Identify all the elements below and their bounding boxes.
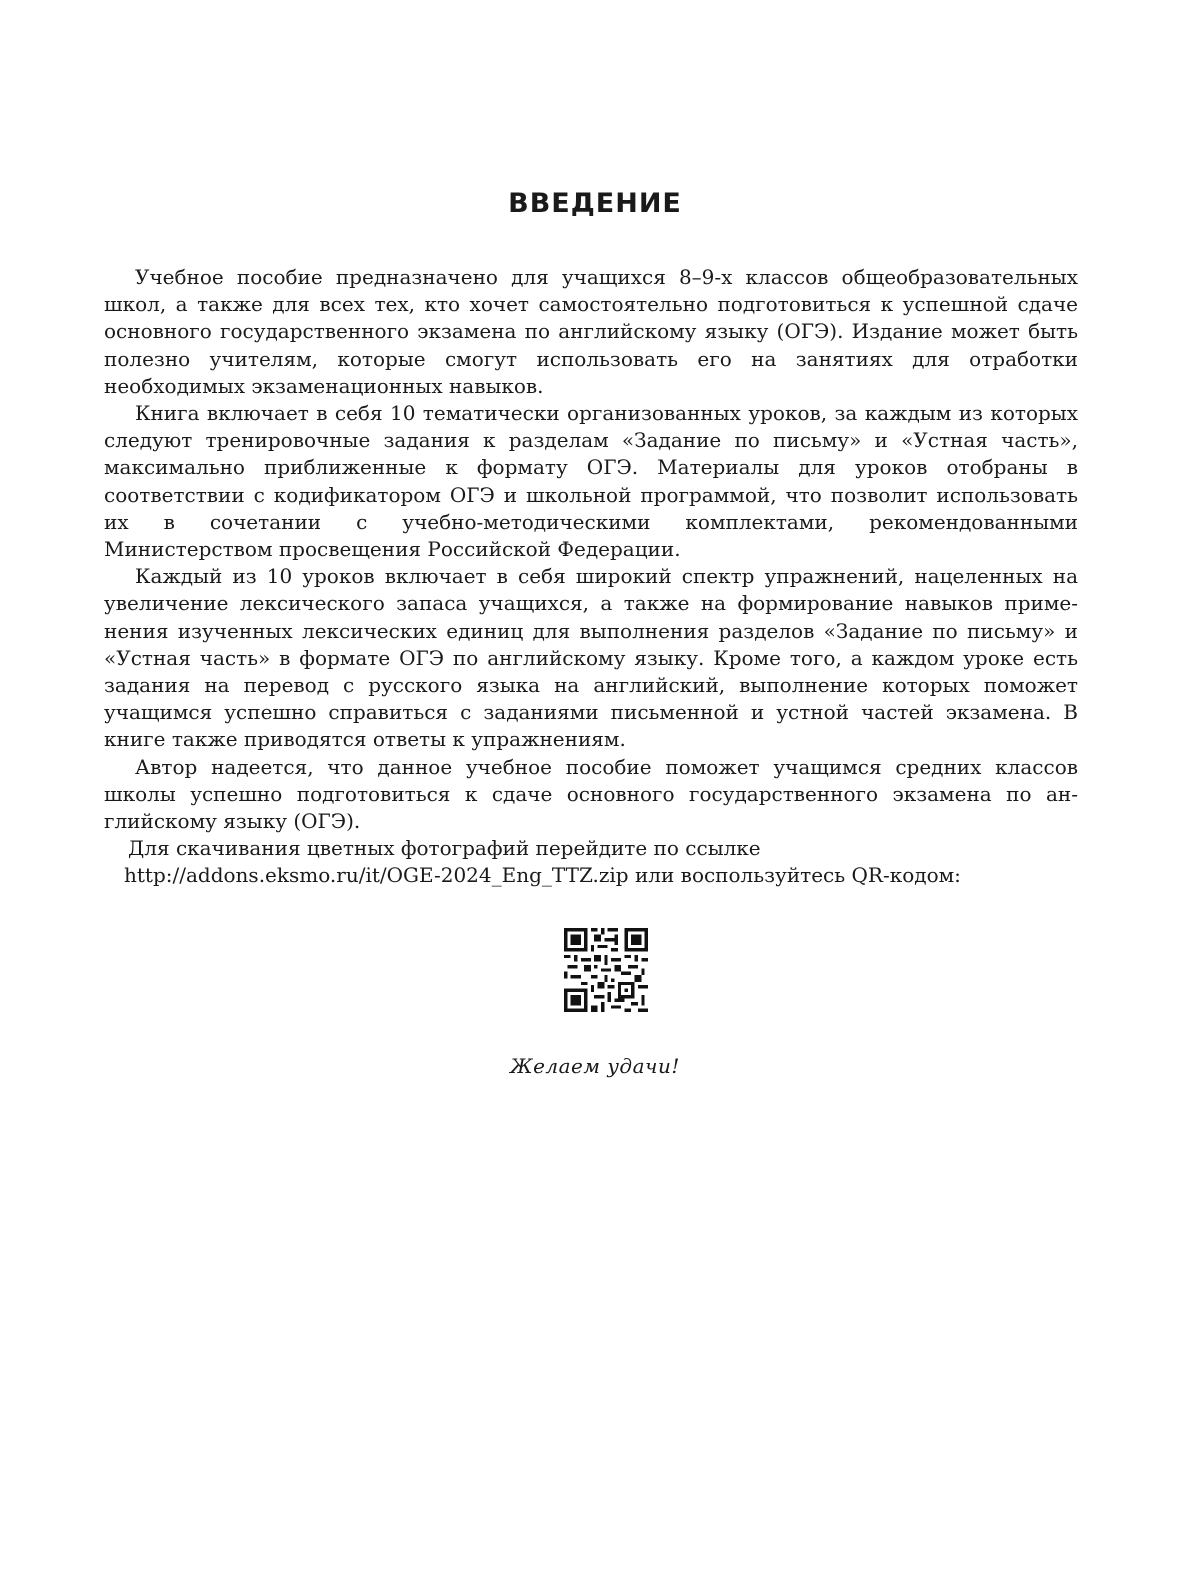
intro-text [104, 264, 1078, 890]
paragraph-2: Книга включает в себя 10 тематически организованных уроков, за каждым из которых следуют тренировочные задания к разделам «Задание по письму» и «Устная часть», максимально приближенные к формату ОГЭ. Материалы для уроков отобраны в соответствии с кодификатором ОГЭ и школьной программой, что позволит использовать их в сочетании с учебно-методическими комплектами, рекомендованными Министерством просвещения Российской Федерации. [104, 401, 1078, 562]
closing-wish: Желаем удачи! [510, 1054, 680, 1078]
qr-code-icon[interactable] [564, 928, 648, 1012]
paragraph-3: Каждый из 10 уроков включает в себя широкий спектр упражнений, нацеленных на увеличение лексического запаса учащихся, а также на формирование навыков применения изученных лексических единиц для выполнения разделов «Задание по письму» и «Устная часть» в формате ОГЭ по английскому языку. Кроме того, а каждом уроке есть задания на перевод с русского языка на английский, выполнение которых поможет учащимся успешно справиться с заданиями письменной и устной частей экзамена. В книге также приводятся ответы к упражнениям. [104, 564, 1078, 752]
paragraph-4: Автор надеется, что данное учебное пособие поможет учащимся средних классов школы успешно подготовиться к сдаче основного государственного экзамена по английскому языку (ОГЭ). [104, 754, 1078, 834]
page-title: ВВЕДЕНИЕ [508, 188, 682, 219]
paragraph-1: Учебное пособие предназначено для учащихся 8–9-х классов общеобразовательных школ, а также для всех тех, кто хочет самостоятельно подготовиться к успешной сдаче основного государственного экзамена по английскому языку (ОГЭ). Издание может быть полезно учителям, которые смогут использовать его на занятиях для отработки необходимых экзаменационных навыков. [104, 265, 1078, 398]
download-link[interactable]: http://addons.eksmo.ru/it/OGE-2024_Eng_TTZ.zip или воспользуйтесь QR-кодом: [124, 863, 961, 888]
download-instruction: Для скачивания цветных фотографий перейдите по ссылке [128, 836, 761, 861]
